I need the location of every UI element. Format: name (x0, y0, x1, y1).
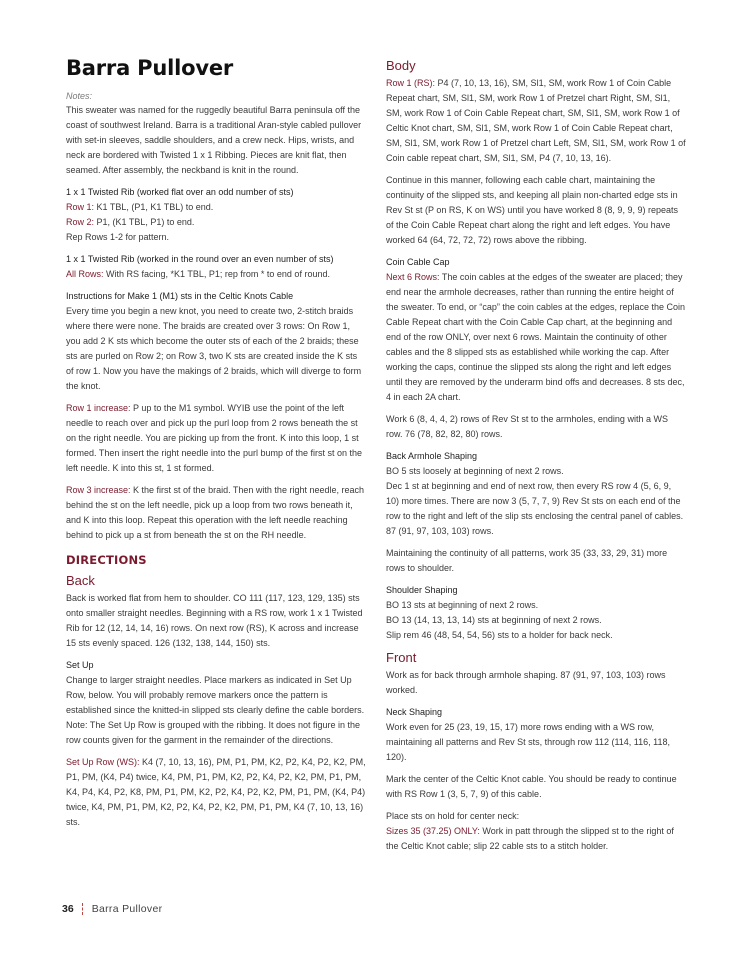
row1-increase-text: P up to the M1 symbol. WYIB use the point of the left needle to reach over and pick up the purl loop from 2 rows beneath the st on the right needle. You are picking up from the front. K into this loop, 1 st formed. Then insert the right needle into the purl bump of the first st on the left needle. K into this st, 1 st formed. (66, 403, 363, 473)
rib-round-text: With RS facing, *K1 TBL, P1; rep from * to end of round. (103, 269, 330, 279)
rib-flat-row2-text: P1, (K1 TBL, P1) to end. (94, 217, 195, 227)
front-heading: Front (386, 650, 417, 665)
rib-flat-row1 (66, 200, 366, 215)
shoulder-title: Shoulder Shaping (386, 585, 458, 595)
neck-block (386, 705, 686, 765)
rib-round-rows (66, 267, 366, 282)
row3-increase-label: Row 3 increase: (66, 485, 131, 495)
body-heading: Body (386, 58, 416, 73)
notes-label: Notes: (66, 91, 93, 101)
shoulder-1: BO 13 sts at beginning of next 2 rows. (386, 600, 539, 610)
rib-flat-row1-text: K1 TBL, (P1, K1 TBL) to end. (94, 202, 214, 212)
coin-cap-title: Coin Cable Cap (386, 257, 450, 267)
page-number: 36 (62, 903, 74, 915)
shoulder-2: BO 13 (14, 13, 13, 14) sts at beginning of next 2 rows. (386, 615, 602, 625)
page-title: Barra Pullover (66, 56, 234, 80)
back-armhole-1: BO 5 sts loosely at beginning of next 2 rows. (386, 466, 564, 476)
directions-heading: DIRECTIONS (66, 553, 147, 567)
setup-text: Change to larger straight needles. Place markers as indicated in Set Up Row, below. You will probably remove markers once the pattern is established since the knitted-in slipped sts clearly define the cable borders. Note: The Set Up Row is grouped with the ribbing. It does not figure in the row counts given for the garment in the remainder of the directions. (66, 675, 365, 745)
work6-text: Work 6 (8, 4, 4, 2) rows of Rev St st to the armholes, ending with a WS row. 76 (78, 82, 82, 80) rows. (386, 414, 668, 439)
setup-row-text: K4 (7, 10, 13, 16), PM, P1, PM, K2, P2, K4, P2, K2, PM, P1, PM, (K4, P4) twice, K4, PM, P1, PM, K2, P2, K4, P2, K2, PM, P1, PM, K4, P4, K4, P2, K8, PM, P1, PM, K2, P2, K4, P2, K2, PM, P1, PM, (K4, P4) twice, K4, PM, P1, PM, K2, P2, K4, P2, K2, PM, P1, PM, K4 (7, 10, 13, 16) sts. (66, 757, 366, 827)
back-heading: Back (66, 573, 95, 588)
neck-text: Work even for 25 (23, 19, 15, 17) more rows ending with a WS row, maintaining all patterns and Rev St sts, through row 112 (114, 116, 118, 120). (386, 722, 671, 762)
rib-flat-block (66, 185, 366, 245)
coin-cap-text: The coin cables at the edges of the sweater are placed; they end near the armhole decreases, rather than running the entire height of the sweater. To end, or “cap” the coin cables at the edges, replace the Coin Cable Repeat chart with the Coin Cable Cap chart, at the beginning and end of the row ONLY, over next 6 rows. Maintain the continuity of other cables and the 8 slipped sts as established while working the cap. After working the caps, continue the slipped sts along the right and left edges until they are removed by the underarm bind offs and decreases. 8 sts dec, 4 in each 2A chart. (386, 272, 686, 402)
back-text: Back is worked flat from hem to shoulder. CO 111 (117, 123, 129, 135) sts onto smaller straight needles. Beginning with a RS row, work 1 x 1 Twisted Rib for 12 (12, 14, 14, 16) rows. On next row (RS), K across and increase 15 sts evenly spaced. 126 (132, 138, 144, 150) sts. (66, 593, 363, 648)
row3-increase (66, 483, 366, 543)
coin-cap-block (386, 255, 686, 405)
body-row1-label: Row 1 (RS): (386, 78, 436, 88)
body-row1-text: P4 (7, 10, 13, 16), SM, Sl1, SM, work Row 1 of Coin Cable Repeat chart, SM, Sl1, SM, work Row 1 of Pretzel chart Right, SM, Sl1, SM, work Row 1 of Coin Cable Repeat chart, SM, Sl1, SM, work Row 1 of Celtic Knot chart, SM, Sl1, SM, work Row 1 of Coin Cable Repeat chart, SM, Sl1, SM, work Row 1 of Pretzel chart Left, SM, Sl1, SM, work Row 1 of Coin cable repeat chart, SM, Sl1, SM, P4 (7, 10, 13, 16). (386, 78, 686, 163)
page-footer (62, 903, 162, 915)
row1-increase-label: Row 1 increase: (66, 403, 131, 413)
sizes-text: Work in patt through the slipped st to the right of the Celtic Knot cable; slip 22 cable sts to a stitch holder. (386, 826, 674, 851)
row1-increase (66, 401, 366, 476)
right-column (386, 58, 686, 861)
rib-flat-row2-label: Row 2: (66, 217, 95, 227)
back-armhole-block (386, 449, 686, 539)
left-column (66, 56, 366, 837)
rib-round-title: 1 x 1 Twisted Rib (worked in the round over an even number of sts) (66, 254, 334, 264)
notes-text: This sweater was named for the ruggedly beautiful Barra peninsula off the coast of southwest Ireland. Barra is a traditional Aran-style cabled pullover with set-in sleeves, saddle shoulders, and a crew neck. Hips, wrists, and neck are bordered with Twisted 1 x 1 Ribbing. Pieces are knit flat, then seamed. After assembly, the neckband is knit in the round. (66, 105, 362, 175)
rib-flat-title: 1 x 1 Twisted Rib (worked flat over an odd number of sts) (66, 187, 294, 197)
mark-text: Mark the center of the Celtic Knot cable. You should be ready to continue with RS Row 1 (3, 5, 7, 9) of this cable. (386, 774, 677, 799)
place-text: Place sts on hold for center neck: (386, 811, 520, 821)
shoulder-block (386, 583, 686, 643)
setup-title: Set Up (66, 660, 94, 670)
place-block (386, 809, 686, 854)
back-armhole-title: Back Armhole Shaping (386, 451, 478, 461)
continue-text: Continue in this manner, following each cable chart, maintaining the continuity of the slipped sts, and keeping all plain non-charted edge sts in Rev St st (P on RS, K on WS) until you have worked 8 (8, 9, 9, 9) repeats of the Coin Cable Repeat chart along the right and left edges. You have worked 64 (64, 72, 72, 72) rows above the ribbing. (386, 175, 678, 245)
body-row1 (386, 76, 686, 166)
m1-title: Instructions for Make 1 (M1) sts in the Celtic Knots Cable (66, 291, 294, 301)
front-text: Work as for back through armhole shaping. 87 (91, 97, 103, 103) rows worked. (386, 670, 666, 695)
coin-cap-label: Next 6 Rows: (386, 272, 440, 282)
setup-row-label: Set Up Row (WS): (66, 757, 140, 767)
rib-round-label: All Rows: (66, 269, 104, 279)
neck-title: Neck Shaping (386, 707, 443, 717)
shoulder-3: Slip rem 46 (48, 54, 54, 56) sts to a holder for back neck. (386, 630, 613, 640)
rib-flat-row1-label: Row 1: (66, 202, 95, 212)
m1-text: Every time you begin a new knot, you need to create two, 2-stitch braids where there were none. The braids are created over 3 rows: On Row 1, you add 2 K sts which become the outer sts of each of the 2 braids; these sts are purled on Row 2; on Row 3, two K sts are created inside the K sts of row 1. Now you have the makings of 2 braids, which will diverge to form the knot. (66, 306, 362, 391)
running-title: Barra Pullover (91, 903, 163, 915)
rib-flat-repeat: Rep Rows 1-2 for pattern. (66, 232, 170, 242)
back-armhole-2: Dec 1 st at beginning and end of next row, then every RS row 4 (5, 6, 9, 10) more times. There are now 3 (5, 7, 7, 9) Rev St sts on each end of the row to the right and left of the slip sts enclosing the central panel of cables. 87 (91, 97, 103, 103) rows. (386, 481, 684, 536)
sizes-label: Sizes 35 (37.25) ONLY: (386, 826, 480, 836)
m1-block (66, 289, 366, 394)
setup-block (66, 658, 366, 748)
rib-flat-row2 (66, 215, 366, 230)
row3-increase-text: K the first st of the braid. Then with the right needle, reach behind the st on the left needle, pick up a loop from two rows beneath it, and K into this loop. Repeat this operation with the left needle reaching behind to pick up a st from beneath the st on the RH needle. (66, 485, 364, 540)
setup-row (66, 755, 366, 830)
rib-round-block (66, 252, 366, 282)
footer-divider (82, 903, 84, 915)
maintain-text: Maintaining the continuity of all patterns, work 35 (33, 33, 29, 31) more rows to shoulder. (386, 548, 668, 573)
